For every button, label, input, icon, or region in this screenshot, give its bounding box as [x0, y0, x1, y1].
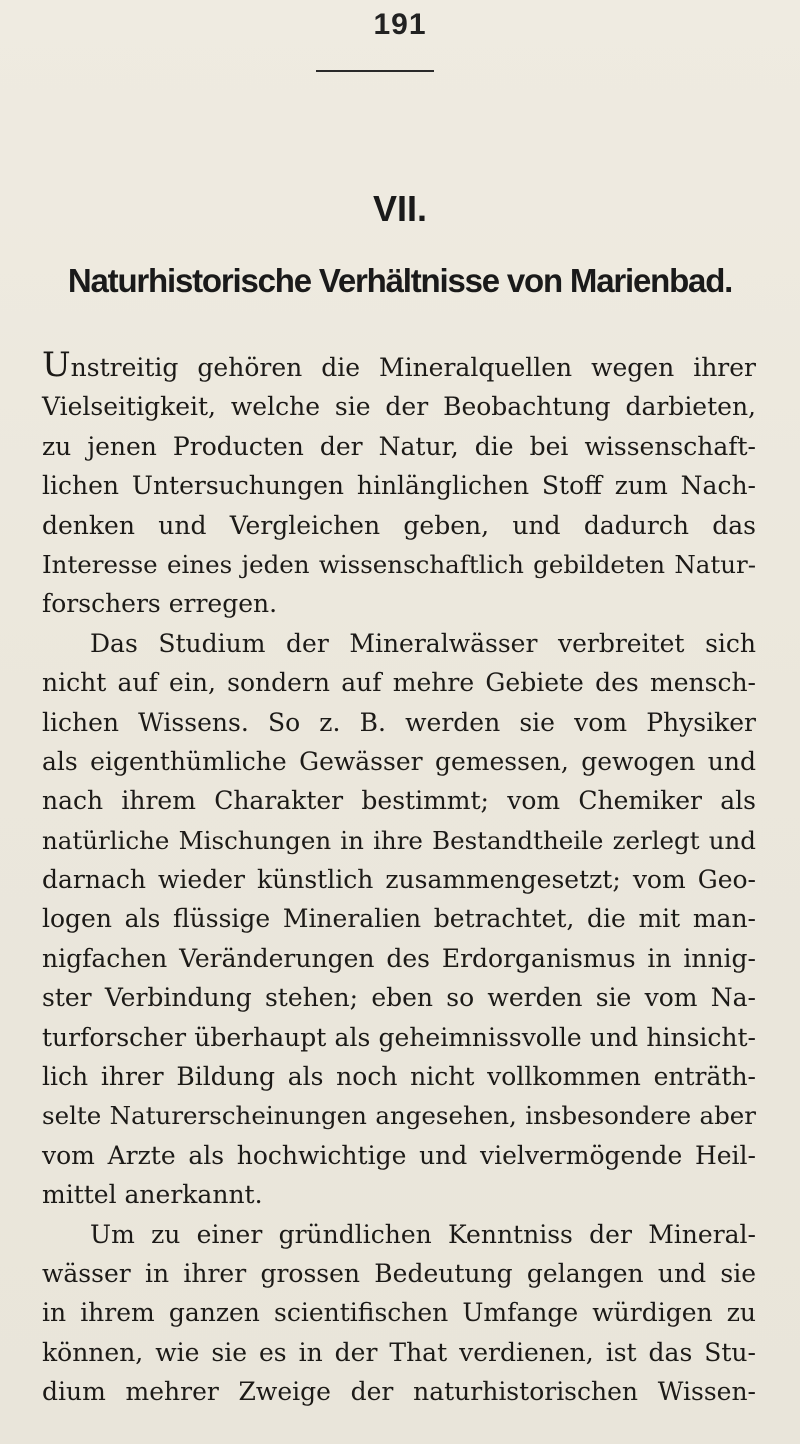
- text-line: selte Naturerscheinungen angesehen, insbesondere aber: [42, 1101, 756, 1131]
- text-line: ster Verbindung stehen; eben so werden sie vom Na-: [42, 983, 756, 1013]
- chapter-number: VII.: [372, 188, 428, 229]
- text-line: nicht auf ein, sondern auf mehre Gebiete des mensch-: [42, 668, 756, 698]
- text-line: denken und Vergleichen geben, und dadurch das: [42, 510, 756, 540]
- text-line: forschers erregen.: [42, 589, 278, 619]
- text-line: als eigenthümliche Gewässer gemessen, gewogen und: [42, 746, 756, 776]
- text-line: dium mehrer Zweige der naturhistorischen Wissen-: [42, 1377, 756, 1407]
- text-line: Vielseitigkeit, welche sie der Beobachtung darbieten,: [42, 392, 756, 422]
- text-line: logen als flüssige Mineralien betrachtet, die mit man-: [42, 904, 756, 934]
- text-line: lichen Wissens. So z. B. werden sie vom Physiker: [42, 707, 756, 737]
- initial-letter: U: [42, 345, 71, 385]
- text-line: turforscher überhaupt als geheimnissvolle und hinsicht-: [42, 1022, 756, 1052]
- text-line: Interesse eines jeden wissenschaftlich gebildeten Natur-: [42, 549, 756, 579]
- text-line: in ihrem ganzen scientifischen Umfange würdigen zu: [42, 1298, 756, 1328]
- text-line: zu jenen Producten der Natur, die bei wissenschaft-: [42, 431, 756, 461]
- text-line: können, wie sie es in der That verdienen, ist das Stu-: [42, 1337, 756, 1367]
- text-line: wässer in ihrer grossen Bedeutung gelangen und sie: [42, 1258, 756, 1288]
- text-line: lich ihrer Bildung als noch nicht vollkommen enträth-: [42, 1062, 756, 1092]
- text-line: Das Studium der Mineralwässer verbreitet sich: [90, 628, 756, 658]
- text-line: Um zu einer gründlichen Kenntniss der Mineral-: [90, 1219, 756, 1249]
- text-line: lichen Untersuchungen hinlänglichen Stoff zum Nach-: [42, 471, 756, 501]
- text-line: nach ihrem Charakter bestimmt; vom Chemiker als: [42, 786, 756, 816]
- body-text: [42, 345, 756, 1412]
- text-line: natürliche Mischungen in ihre Bestandtheile zerlegt und: [42, 825, 756, 855]
- chapter-heading: Naturhistorische Verhältnisse von Marienbad.: [67, 262, 733, 299]
- text-line: nigfachen Veränderungen des Erdorganismus in innig-: [42, 943, 756, 973]
- text-line-0: [42, 345, 756, 387]
- page-number: 191: [373, 8, 427, 41]
- page-number-rule: [316, 70, 434, 72]
- text-line: vom Arzte als hochwichtige und vielvermögende Heil-: [42, 1140, 756, 1170]
- first-line-text: nstreitig gehören die Mineralquellen wegen ihrer: [70, 353, 756, 382]
- text-line: mittel anerkannt.: [42, 1180, 263, 1210]
- text-line: darnach wieder künstlich zusammengesetzt; vom Geo-: [42, 865, 756, 895]
